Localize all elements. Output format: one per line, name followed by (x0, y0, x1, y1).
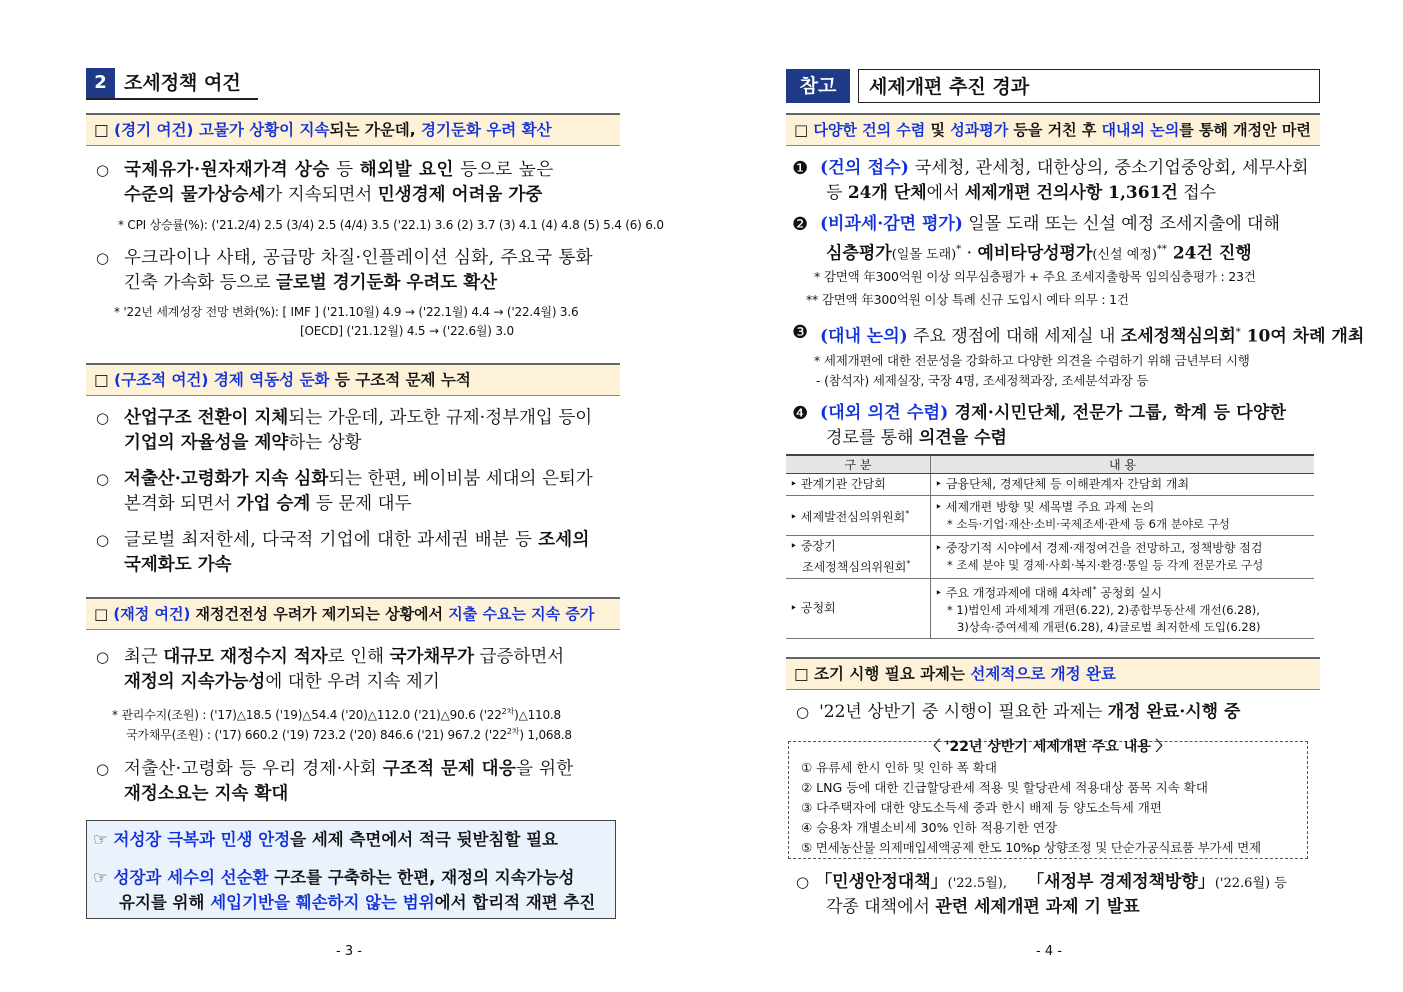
paragraph-inflation (96, 158, 622, 208)
opinion-channels-table (786, 454, 1314, 639)
text: 일몰 도래 또는 신설 예정 조세지출에 대해 (962, 214, 1280, 234)
box-text: 등 구조적 문제 누적 (329, 371, 471, 389)
section-box-fiscal (86, 597, 620, 630)
table-cell-name: ‣ 공청회 (786, 579, 931, 639)
text-bold: 관련 세제개편 과제 기 발표 (935, 897, 1140, 917)
text-small: * 1)법인세 과세체계 개편(6.22), 2)종합부동산세 개선(6.28), (947, 603, 1260, 617)
circle-bullet-icon: ○ (96, 409, 110, 427)
box-highlight: 선제적으로 개정 완료 (970, 665, 1116, 683)
box-label: (구조적 여건) (114, 371, 214, 389)
text: 가 지속되면서 (265, 185, 378, 205)
text-bold: 기업의 자율성을 제약 (124, 433, 289, 453)
table-row (786, 496, 1314, 536)
step-1-line-1 (820, 156, 1309, 181)
step-label: (건의 접수) (820, 158, 910, 178)
superscript: 2차 (506, 727, 520, 736)
text-blue: 저성장 극복과 민생 안정 (113, 830, 291, 849)
text: 을 위한 (516, 759, 574, 779)
table-header: 구 분 (786, 455, 931, 474)
text-small: * 소득·기업·재산·소비·국제조세·관세 등 6개 분야로 구성 (947, 516, 1230, 531)
text: 등 (826, 183, 848, 203)
text-bold: 「새정부 경제정책방향」 (1027, 872, 1215, 892)
section-number: 2 (86, 68, 115, 98)
section-title: 조세정책 여건 (124, 72, 241, 94)
step-4-icon: ❹ (792, 403, 809, 424)
text: 금융단체, 경제단체 등 이해관계자 간담회 개최 (945, 477, 1190, 491)
text-blue: 세입기반을 훼손하지 않는 범위 (210, 893, 435, 912)
step-2-icon: ❷ (792, 214, 809, 235)
conclusion-box (86, 820, 616, 919)
step-3-line-1 (820, 320, 1364, 350)
text-bold: 민생경제 어려움 가중 (377, 185, 543, 205)
text-bold: 의견을 수렴 (918, 428, 1007, 448)
circle-bullet-icon: ○ (96, 470, 110, 488)
text: 접수 (1177, 183, 1217, 203)
text: 에 대한 우려 지속 제기 (265, 672, 440, 692)
paragraph-deficit (96, 645, 622, 695)
note-attendees: - (참석자) 세제실장, 국장 4명, 조세정책과장, 조세분석과장 등 (816, 373, 1149, 388)
text: 공청회 (800, 601, 836, 615)
box-text: 등을 거친 후 (1008, 121, 1102, 139)
box-text: 재정건전성 우려가 제기되는 상황에서 (195, 605, 449, 623)
section-box-structural (86, 363, 620, 396)
list-item: ① 유류세 한시 인하 및 인하 폭 확대 (801, 760, 997, 775)
box-prefix: □ (794, 121, 814, 139)
text-bold: 해외발 요인 (359, 160, 455, 180)
circle-bullet-icon: ○ (796, 873, 810, 891)
text-bold: 산업구조 전환이 지체 (124, 408, 289, 428)
step-1-line-2 (826, 181, 1216, 206)
text: 등 문제 대두 (310, 494, 412, 514)
text-bold: 예비타당성평가 (977, 243, 1093, 264)
reference-title: 세제개편 추진 경과 (858, 69, 1320, 103)
paragraph-global-tax (96, 528, 622, 578)
text-small: (신설 예정) (1092, 247, 1157, 263)
text: 구조를 구축하는 한편, 재정의 지속가능성 (268, 868, 575, 887)
text: 에서 합리적 재편 추진 (434, 893, 596, 912)
text: 세제발전심의위원회 (800, 510, 906, 524)
step-label: (대외 의견 수렴) (820, 403, 949, 423)
box-text: 되는 가운데, (329, 121, 422, 139)
text-bold: 저출산·고령화가 지속 심화 (124, 469, 329, 489)
text: ) 1,068.8 (519, 728, 572, 742)
paragraph-industry (96, 406, 622, 456)
text-bold: 24개 단체 (847, 183, 927, 203)
circle-bullet-icon: ○ (96, 161, 110, 179)
text: 세제개편 방향 및 세목별 주요 과제 논의 (945, 499, 1155, 514)
superscript: * (1092, 585, 1097, 594)
text: 중장기 (800, 539, 836, 553)
left-page (86, 0, 664, 992)
text: 공청회 실시 (1096, 586, 1163, 600)
step-label: (대내 논의) (820, 326, 908, 347)
text: 저출산·고령화 등 우리 경제·사회 (124, 759, 383, 779)
text: '22년 상반기 중 시행이 필요한 과제는 (819, 702, 1108, 722)
text: 중장기적 시야에서 경제·재정여건을 전망하고, 정책방향 점검 (945, 541, 1263, 555)
table-row (786, 474, 1314, 496)
table-header-row (786, 455, 1314, 474)
table-cell-name: ‣ 관계기관 간담회 (786, 474, 931, 496)
text-bold: 경제·시민단체, 전문가 그룹, 학계 등 다양한 (948, 403, 1287, 423)
text: 등 (329, 160, 360, 180)
text-bold: 조세정책심의회 (1120, 326, 1236, 347)
step-2-line-2 (826, 237, 1252, 268)
circle-bullet-icon: ○ (96, 531, 110, 549)
list-item: ④ 승용차 개별소비세 30% 인하 적용기한 연장 (801, 820, 1058, 835)
circle-bullet-icon: ○ (796, 703, 810, 721)
section-box-process (786, 113, 1320, 146)
text: 글로벌 최저한세, 다국적 기업에 대한 과세권 배분 등 (124, 530, 539, 550)
text: 긴축 가속화 등으로 (124, 273, 276, 293)
step-4-line-2 (826, 426, 1007, 451)
circle-bullet-icon: ○ (96, 760, 110, 778)
box-prefix: □ (94, 605, 114, 623)
conclusion-row-3 (119, 890, 595, 915)
paragraph-fiscal-needs (96, 757, 622, 807)
circle-bullet-icon: ○ (96, 648, 110, 666)
step-2-line-1 (820, 212, 1280, 237)
text-bold: 개정 완료·시행 중 (1107, 702, 1241, 722)
circle-bullet-icon: ○ (96, 249, 110, 267)
list-header: 〈 '22년 상반기 세제개편 주요 내용 〉 (926, 739, 1170, 755)
text-bold: 수준의 물가상승세 (124, 185, 266, 205)
text: 에서 (926, 183, 965, 203)
text-bold: 세제개편 건의사항 1,361건 (964, 183, 1178, 203)
text: 을 세제 측면에서 적극 뒷받침할 필요 (290, 830, 558, 849)
text: 국세청, 관세청, 대한상의, 중소기업중앙회, 세무사회 (909, 158, 1309, 178)
note-deep-eval: * 감면액 年300억원 이상 의무심층평가 + 주요 조세지출항목 임의심층평가 : 23건 (814, 269, 1256, 284)
text-small: 3)상속·증여세제 개편(6.28), 4)글로벌 최저한세 도입(6.28) (957, 620, 1261, 634)
text: · (961, 243, 978, 264)
paragraph-announce-1 (796, 870, 1287, 896)
text-bold: 조세의 (538, 530, 590, 550)
note-imf: * '22년 세계성장 전망 변화(%): [ IMF ] ('21.10월) 4.9 → ('22.1월) 4.4 → ('22.4월) 3.6 (114, 305, 579, 319)
box-highlight: 대내외 논의 (1101, 121, 1180, 139)
box-label: (재정 여건) (113, 605, 196, 623)
box-prefix: □ (94, 121, 115, 139)
superscript: 2차 (501, 707, 515, 716)
note-oecd: [OECD] ('21.12월) 4.5 → ('22.6월) 3.0 (300, 324, 514, 338)
step-label: (비과세·감면 평가) (820, 214, 963, 234)
text-bold: 글로벌 경기둔화 우려도 확산 (275, 273, 498, 293)
box-highlight: 다양한 건의 수렴 (813, 121, 926, 139)
superscript: * (905, 509, 910, 518)
step-3-icon: ❸ (792, 322, 809, 343)
text-bold: 10여 차례 개최 (1240, 326, 1365, 347)
text-bold: 국가채무가 (389, 647, 475, 667)
paragraph-early (796, 700, 1240, 725)
text-bold: 가업 승계 (236, 494, 311, 514)
text-small: ('22.6월) 등 (1214, 876, 1287, 891)
text: 경로를 통해 (826, 428, 919, 448)
box-highlight: 고물가 상황이 지속 (198, 121, 330, 139)
table-cell-content: ‣ 주요 개정과제에 대해 4차례* 공청회 실시 * 1)법인세 과세체계 개편(6.22), 2)종합부동산세 개선(6.28), 3)상속·증여세제 개편(6.28), 4)글로벌 최저한세 도입(6.28) (931, 579, 1315, 639)
superscript: * (906, 559, 911, 568)
table-cell-name: ‣ 세제발전심의위원회* (786, 496, 931, 536)
text: 되는 가운데, 과도한 규제·정부개입 등이 (288, 408, 593, 428)
table-cell-content: ‣ 중장기적 시야에서 경제·재정여건을 전망하고, 정책방향 점검 * 조세 분야 및 경제·사회·복지·환경·통일 등 각계 전문가로 구성 (931, 536, 1315, 579)
list-item: ⑤ 면세농산물 의제매입세액공제 한도 10%p 상향조정 및 단순가공식료품 부가세 면제 (801, 840, 1261, 855)
text: )△110.8 (514, 708, 561, 722)
list-item: ③ 다주택자에 대한 양도소득세 중과 한시 배제 등 양도소득세 개편 (801, 800, 1162, 815)
paragraph-aging (96, 467, 622, 517)
text: 주요 쟁점에 대해 세제실 내 (907, 326, 1121, 347)
text: 유지를 위해 (119, 893, 211, 912)
pointing-hand-icon: ☞ (93, 830, 108, 849)
text: 로 인해 (327, 647, 390, 667)
text-bold: 심층평가 (826, 243, 892, 264)
text: 조세정책심의위원회 (802, 560, 907, 574)
paragraph-announce-2 (826, 895, 1140, 920)
superscript: * (1235, 327, 1241, 338)
text-blue: 성장과 세수의 선순환 (113, 868, 269, 887)
text-small: (일몰 도래) (891, 247, 957, 263)
conclusion-row-1 (93, 827, 558, 852)
text: 본격화 되면서 (124, 494, 237, 514)
text: 우크라이나 사태, 공급망 차질·인플레이션 심화, 주요국 통화 (124, 248, 593, 268)
text-small: * 조세 분야 및 경제·사회·복지·환경·통일 등 각계 전문가로 구성 (947, 558, 1264, 572)
text: 최근 (124, 647, 164, 667)
text: * 관리수지(조원) : ('17)△18.5 ('19)△54.4 ('20)△112.0 ('21)△90.6 ('22 (112, 708, 502, 722)
text: 관계기관 간담회 (800, 477, 886, 491)
box-highlight: 성과평가 (950, 121, 1009, 139)
text: 등으로 높은 (454, 160, 554, 180)
superscript: * (956, 244, 962, 255)
text-bold: 재정의 지속가능성 (124, 672, 266, 692)
box-highlight: 지출 수요는 지속 증가 (448, 605, 595, 623)
text: 급증하면서 (474, 647, 565, 667)
text-bold: 재정소요는 지속 확대 (124, 784, 289, 804)
box-highlight: 경제 역동성 둔화 (213, 371, 330, 389)
box-text: 및 (925, 121, 951, 139)
text: 되는 한편, 베이비붐 세대의 은퇴가 (328, 469, 593, 489)
pointing-hand-icon: ☞ (93, 868, 108, 887)
note-debt (126, 722, 572, 745)
note-prelim-eval: ** 감면액 年300억원 이상 특례 신규 도입시 예타 의무 : 1건 (806, 292, 1129, 307)
table-row (786, 579, 1314, 639)
text: 국가채무(조원) : ('17) 660.2 ('19) 723.2 ('20) 846.6 ('21) 967.2 ('22 (126, 728, 507, 742)
superscript: ** (1156, 244, 1167, 255)
text: 각종 대책에서 (826, 897, 936, 917)
section-box-economic (86, 113, 620, 146)
note-cpi: * CPI 상승률(%): ('21.2/4) 2.5 (3/4) 2.5 (4/4) 3.5 ('22.1) 3.6 (2) 3.7 (3) 4.1 (4) 4.8 (5) 5.4 (6) 6.0 (118, 218, 664, 232)
text: 하는 상황 (288, 433, 362, 453)
reference-tag: 참고 (786, 69, 850, 103)
text: 주요 개정과제에 대해 4차례 (945, 586, 1093, 600)
table-cell-content: ‣ 금융단체, 경제단체 등 이해관계자 간담회 개최 (931, 474, 1315, 496)
paragraph-global (96, 246, 622, 296)
box-prefix: □ (94, 371, 115, 389)
text-bold: 국제유가·원자재가격 상승 (124, 160, 330, 180)
table-header: 내 용 (931, 455, 1315, 474)
table-cell-name: ‣ 중장기 조세정책심의위원회* (786, 536, 931, 579)
list-item: ② LNG 등에 대한 긴급할당관세 적용 및 할당관세 적용대상 품목 지속 확대 (801, 780, 1208, 795)
text-bold: 대규모 재정수지 적자 (163, 647, 328, 667)
page-number: - 3 - (336, 944, 362, 959)
text-bold: 구조적 문제 대응 (382, 759, 517, 779)
box-text: 조기 시행 필요 과제는 (814, 665, 971, 683)
text-bold: 「민생안정대책」 (815, 872, 948, 892)
section-box-early (786, 657, 1320, 690)
text-bold: 국제화도 가속 (124, 555, 232, 575)
table-row (786, 536, 1314, 579)
text-small: ('22.5월), (947, 876, 1012, 891)
box-label: (경기 여건) (114, 121, 199, 139)
box-prefix: □ (794, 665, 815, 683)
right-page (786, 0, 1365, 992)
box-highlight-2: 경기둔화 우려 확산 (421, 121, 552, 139)
page-number: - 4 - (1036, 944, 1062, 959)
box-text: 를 통해 개정안 마련 (1179, 121, 1311, 139)
title-underline (86, 98, 258, 100)
step-1-icon: ❶ (792, 158, 809, 179)
conclusion-row-2 (93, 865, 574, 890)
first-half-list-box (788, 741, 1308, 859)
note-council: * 세제개편에 대한 전문성을 강화하고 다양한 의견을 수렴하기 위해 금년부터 시행 (814, 353, 1250, 368)
text-bold: 24건 진행 (1166, 243, 1252, 264)
table-cell-content: ‣ 세제개편 방향 및 세목별 주요 과제 논의 * 소득·기업·재산·소비·국제조세·관세 등 6개 분야로 구성 (931, 496, 1315, 536)
step-4-line-1 (820, 401, 1286, 426)
